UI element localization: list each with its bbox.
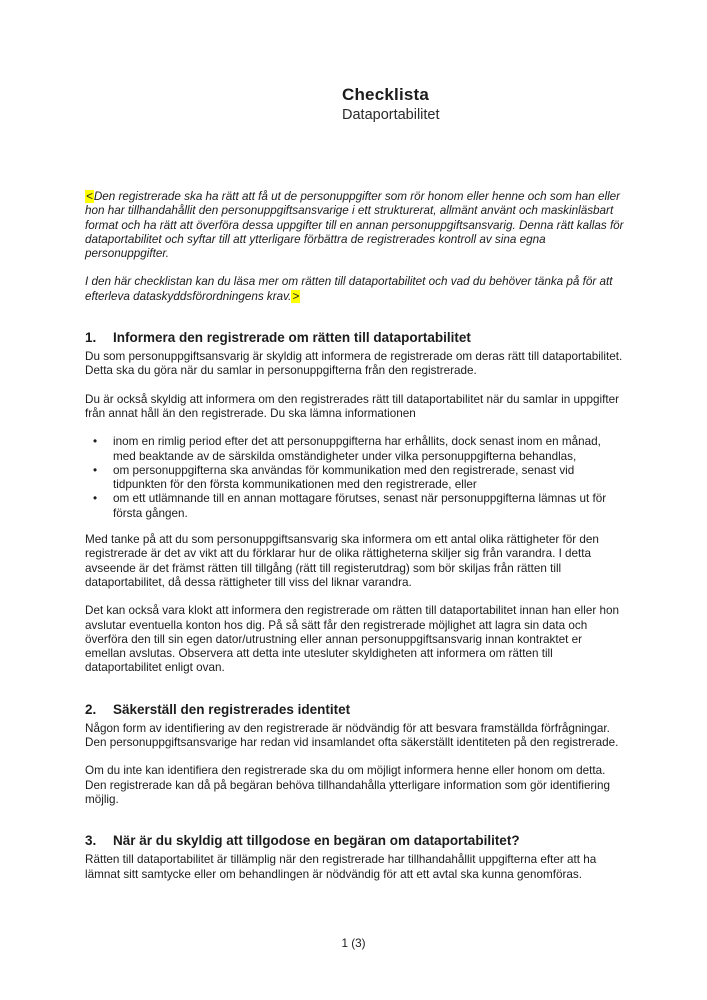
section-2 bbox=[85, 701, 625, 807]
section-2-number: 2. bbox=[85, 701, 97, 717]
section-3-heading bbox=[85, 832, 625, 849]
section-3-paragraph-1: Rätten till dataportabilitet är tillämplig när den registrerade har tillhandahållit uppgifterna efter att ha lämnat sitt samtycke eller om behandlingen är nödvändig för att ett avtal ska kunna genomföras. bbox=[85, 853, 597, 881]
bullet-item: • inom en rimlig period efter det att personuppgifterna har erhållits, dock senast inom en månad, med beaktande av de särskilda omständigheter under vilka personuppgifterna behandlas, bbox=[85, 435, 625, 464]
bullet-item: • om personuppgifterna ska användas för kommunikation med den registrerade, senast vid tidpunkten för den första kommunikationen med den registrerade, eller bbox=[85, 464, 625, 493]
highlight-close-mark: > bbox=[292, 289, 300, 303]
document-subtitle: Dataportabilitet bbox=[342, 107, 440, 123]
intro-paragraph-2-text: I den här checklistan kan du läsa mer om rätten till dataportabilitet och vad du behöver tänka på för att efterleva dataskyddsförordningens krav. bbox=[85, 275, 613, 303]
section-1-heading bbox=[85, 329, 625, 346]
section-1-bullet-list bbox=[85, 435, 625, 521]
document-title: Checklista bbox=[342, 85, 430, 104]
section-1-paragraph-3: Med tanke på att du som personuppgiftsansvarig ska informera om ett antal olika rättigheter för den registrerade är det av vikt att du förklarar hur de olika rättigheterna skiljer sig från varandra. I detta avseende är det främst rätten till tillgång (rätt till registerutdrag) som bör skiljas från rätten till dataportabilitet, då dessa rättigheter till viss del liknar varandra. bbox=[85, 533, 599, 589]
page-number: 1 (3) bbox=[341, 937, 366, 950]
section-2-heading bbox=[85, 701, 625, 718]
bullet-item: • om ett utlämnande till en annan mottagare förutses, senast när personuppgifterna lämnas ut för första gången. bbox=[85, 492, 625, 521]
section-1-heading-text: Informera den registrerade om rätten till dataportabilitet bbox=[113, 330, 471, 346]
section-3 bbox=[85, 832, 625, 882]
intro-paragraph-1-text: Den registrerade ska ha rätt att få ut de personuppgifter som rör honom eller henne och som han eller hon har tillhandahållit den personuppgiftsansvarige i ett strukturerat, allmänt använt och maskinläsbart format och ha rätt att överföra dessa uppgifter till en annan personuppgiftsansvarig. Denna rätt kallas för dataportabilitet och syftar till att ytterligare förbättra de registrerades kontroll av sina egna personuppgifter. bbox=[85, 190, 624, 261]
section-1-paragraph-1: Du som personuppgiftsansvarig är skyldig att informera de registrerade om deras rätt till dataportabilitet. Detta ska du göra när du samlar in personuppgifterna från den registrerade. bbox=[85, 350, 623, 378]
intro-paragraph-1 bbox=[85, 190, 625, 261]
section-1-number: 1. bbox=[85, 330, 97, 346]
section-2-heading-text: Säkerställ den registrerades identitet bbox=[113, 701, 351, 717]
section-3-number: 3. bbox=[85, 833, 97, 849]
section-2-paragraph-1: Någon form av identifiering av den registrerade är nödvändig för att besvara framställda förfrågningar. Den personuppgiftsansvarige har redan vid insamlandet ofta säkerställt identiteten på den registrerade. bbox=[85, 721, 619, 750]
section-3-heading-text: När är du skyldig att tillgodose en begäran om dataportabilitet? bbox=[113, 833, 520, 849]
intro-paragraph-2 bbox=[85, 275, 625, 304]
intro-block bbox=[85, 190, 625, 304]
document-content bbox=[85, 0, 625, 896]
section-1-paragraph-4: Det kan också vara klokt att informera den registrerade om rätten till dataportabilitet innan han eller hon avslutar eventuella konton hos dig. På så sätt får den registrerade möjlighet att lagra sin data och överföra den till sin egen dator/utrustning eller annan personuppgiftsansvarig innan kontraktet er emellan avslutas. Observera att detta inte utesluter skyldigheten att informera om rätten till dataportabilitet enligt ovan. bbox=[85, 604, 620, 675]
document-title-block bbox=[342, 84, 625, 124]
highlight-open-mark: < bbox=[86, 190, 93, 203]
section-1 bbox=[85, 329, 625, 676]
section-1-paragraph-2: Du är också skyldig att informera om den registrerades rätt till dataportabilitet när du samlar in uppgifter från annat håll än den registrerade. Du ska lämna informationen bbox=[85, 392, 619, 420]
section-2-paragraph-2: Om du inte kan identifiera den registrerade ska du om möjligt informera henne eller honom om detta. Den registrerade kan då på begäran behöva tillhandahålla ytterligare information som gör identifiering möjlig. bbox=[85, 764, 610, 806]
